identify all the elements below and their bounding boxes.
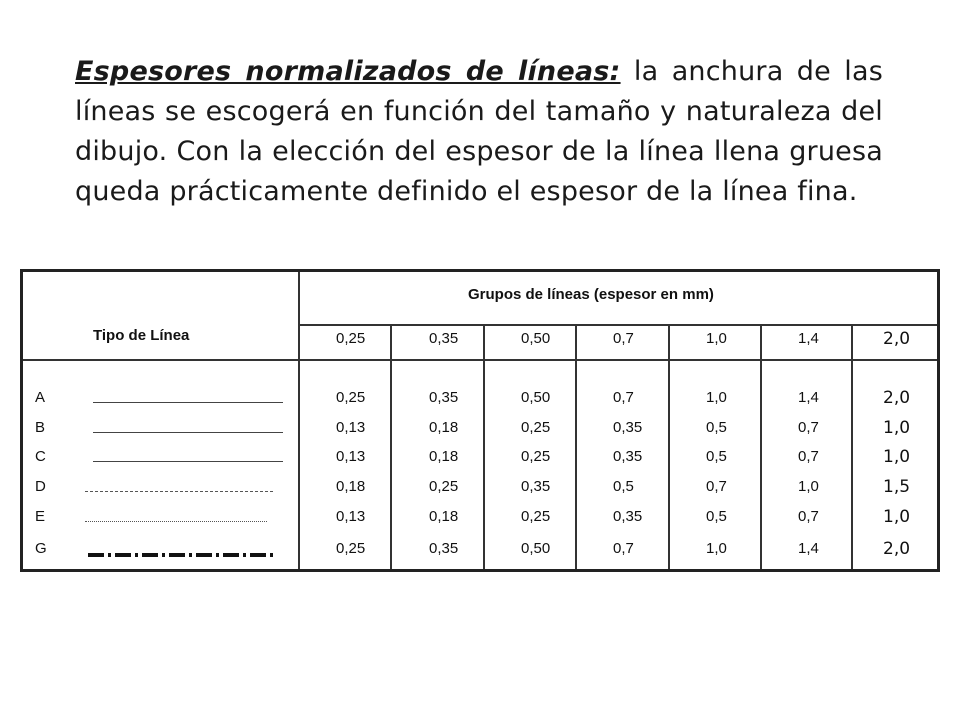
line-sample bbox=[88, 553, 273, 557]
thickness-value: 1,0 bbox=[883, 507, 911, 527]
thickness-value: 1,4 bbox=[798, 389, 819, 406]
thickness-value: 2,0 bbox=[883, 388, 911, 408]
thickness-value: 0,7 bbox=[798, 508, 819, 525]
thickness-value: 0,18 bbox=[429, 419, 459, 436]
thickness-value: 0,35 bbox=[613, 448, 643, 465]
thickness-value: 0,35 bbox=[521, 478, 551, 495]
thickness-value: 0,18 bbox=[429, 508, 459, 525]
thickness-value: 1,0 bbox=[798, 478, 819, 495]
group-header-label: Grupos de líneas (espesor en mm) bbox=[468, 286, 714, 303]
thickness-value: 0,7 bbox=[798, 448, 819, 465]
thickness-value: 1,0 bbox=[706, 389, 727, 406]
thickness-value: 0,35 bbox=[429, 389, 459, 406]
thickness-value: 0,25 bbox=[521, 419, 551, 436]
thickness-value: 1,0 bbox=[883, 447, 911, 467]
thickness-value: 0,18 bbox=[336, 478, 366, 495]
thickness-value: 1,0 bbox=[706, 540, 727, 557]
table-divider-horizontal bbox=[298, 324, 937, 326]
line-type-letter: C bbox=[35, 448, 46, 465]
thickness-value: 0,35 bbox=[613, 508, 643, 525]
definition-paragraph bbox=[75, 52, 883, 212]
table-divider-vertical bbox=[298, 272, 300, 569]
paragraph-body: la anchura de las líneas se escogerá en función del tamaño y naturaleza del dibujo. Con la elección del espesor de la línea llena gruesa queda prácticamente definido el espesor de la línea fina. bbox=[75, 56, 884, 207]
thickness-value: 1,4 bbox=[798, 540, 819, 557]
line-type-letter: B bbox=[35, 419, 46, 436]
thickness-value: 0,13 bbox=[336, 448, 366, 465]
thickness-value: 0,7 bbox=[798, 419, 819, 436]
thickness-value: 0,25 bbox=[429, 478, 459, 495]
line-type-letter: D bbox=[35, 478, 46, 495]
group-header-value: 1,4 bbox=[798, 330, 819, 347]
thickness-value: 0,25 bbox=[336, 389, 366, 406]
thickness-value: 0,50 bbox=[521, 540, 551, 557]
row-header-label: Tipo de Línea bbox=[93, 327, 190, 344]
thickness-value: 0,50 bbox=[521, 389, 551, 406]
thickness-value: 0,13 bbox=[336, 419, 366, 436]
thickness-value: 0,25 bbox=[521, 448, 551, 465]
thickness-value: 0,7 bbox=[613, 540, 634, 557]
thickness-value: 0,35 bbox=[613, 419, 643, 436]
thickness-value: 1,5 bbox=[883, 477, 911, 497]
line-type-letter: G bbox=[35, 540, 47, 557]
thickness-value: 1,0 bbox=[883, 418, 911, 438]
thickness-value: 0,13 bbox=[336, 508, 366, 525]
group-header-value: 1,0 bbox=[706, 330, 727, 347]
thickness-value: 2,0 bbox=[883, 539, 911, 559]
group-header-value: 0,50 bbox=[521, 330, 551, 347]
thickness-value: 0,35 bbox=[429, 540, 459, 557]
thickness-value: 0,5 bbox=[706, 419, 727, 436]
line-sample bbox=[85, 521, 267, 522]
thickness-value: 0,25 bbox=[336, 540, 366, 557]
line-sample bbox=[93, 461, 283, 462]
thickness-value: 0,18 bbox=[429, 448, 459, 465]
group-header-value: 0,35 bbox=[429, 330, 459, 347]
thickness-value: 0,25 bbox=[521, 508, 551, 525]
line-sample bbox=[93, 432, 283, 433]
thickness-value: 0,7 bbox=[706, 478, 727, 495]
paragraph-lead: Espesores normalizados de líneas: bbox=[75, 56, 621, 87]
thickness-value: 0,7 bbox=[613, 389, 634, 406]
group-header-value: 0,25 bbox=[336, 330, 366, 347]
line-type-letter: A bbox=[35, 389, 46, 406]
line-sample bbox=[93, 402, 283, 403]
group-header-value: 0,7 bbox=[613, 330, 634, 347]
thickness-value: 0,5 bbox=[706, 508, 727, 525]
table-divider-horizontal bbox=[23, 359, 937, 361]
line-sample bbox=[85, 491, 273, 492]
line-thickness-table bbox=[20, 269, 940, 572]
thickness-value: 0,5 bbox=[613, 478, 634, 495]
line-type-letter: E bbox=[35, 508, 46, 525]
thickness-value: 0,5 bbox=[706, 448, 727, 465]
group-header-value: 2,0 bbox=[883, 329, 911, 349]
